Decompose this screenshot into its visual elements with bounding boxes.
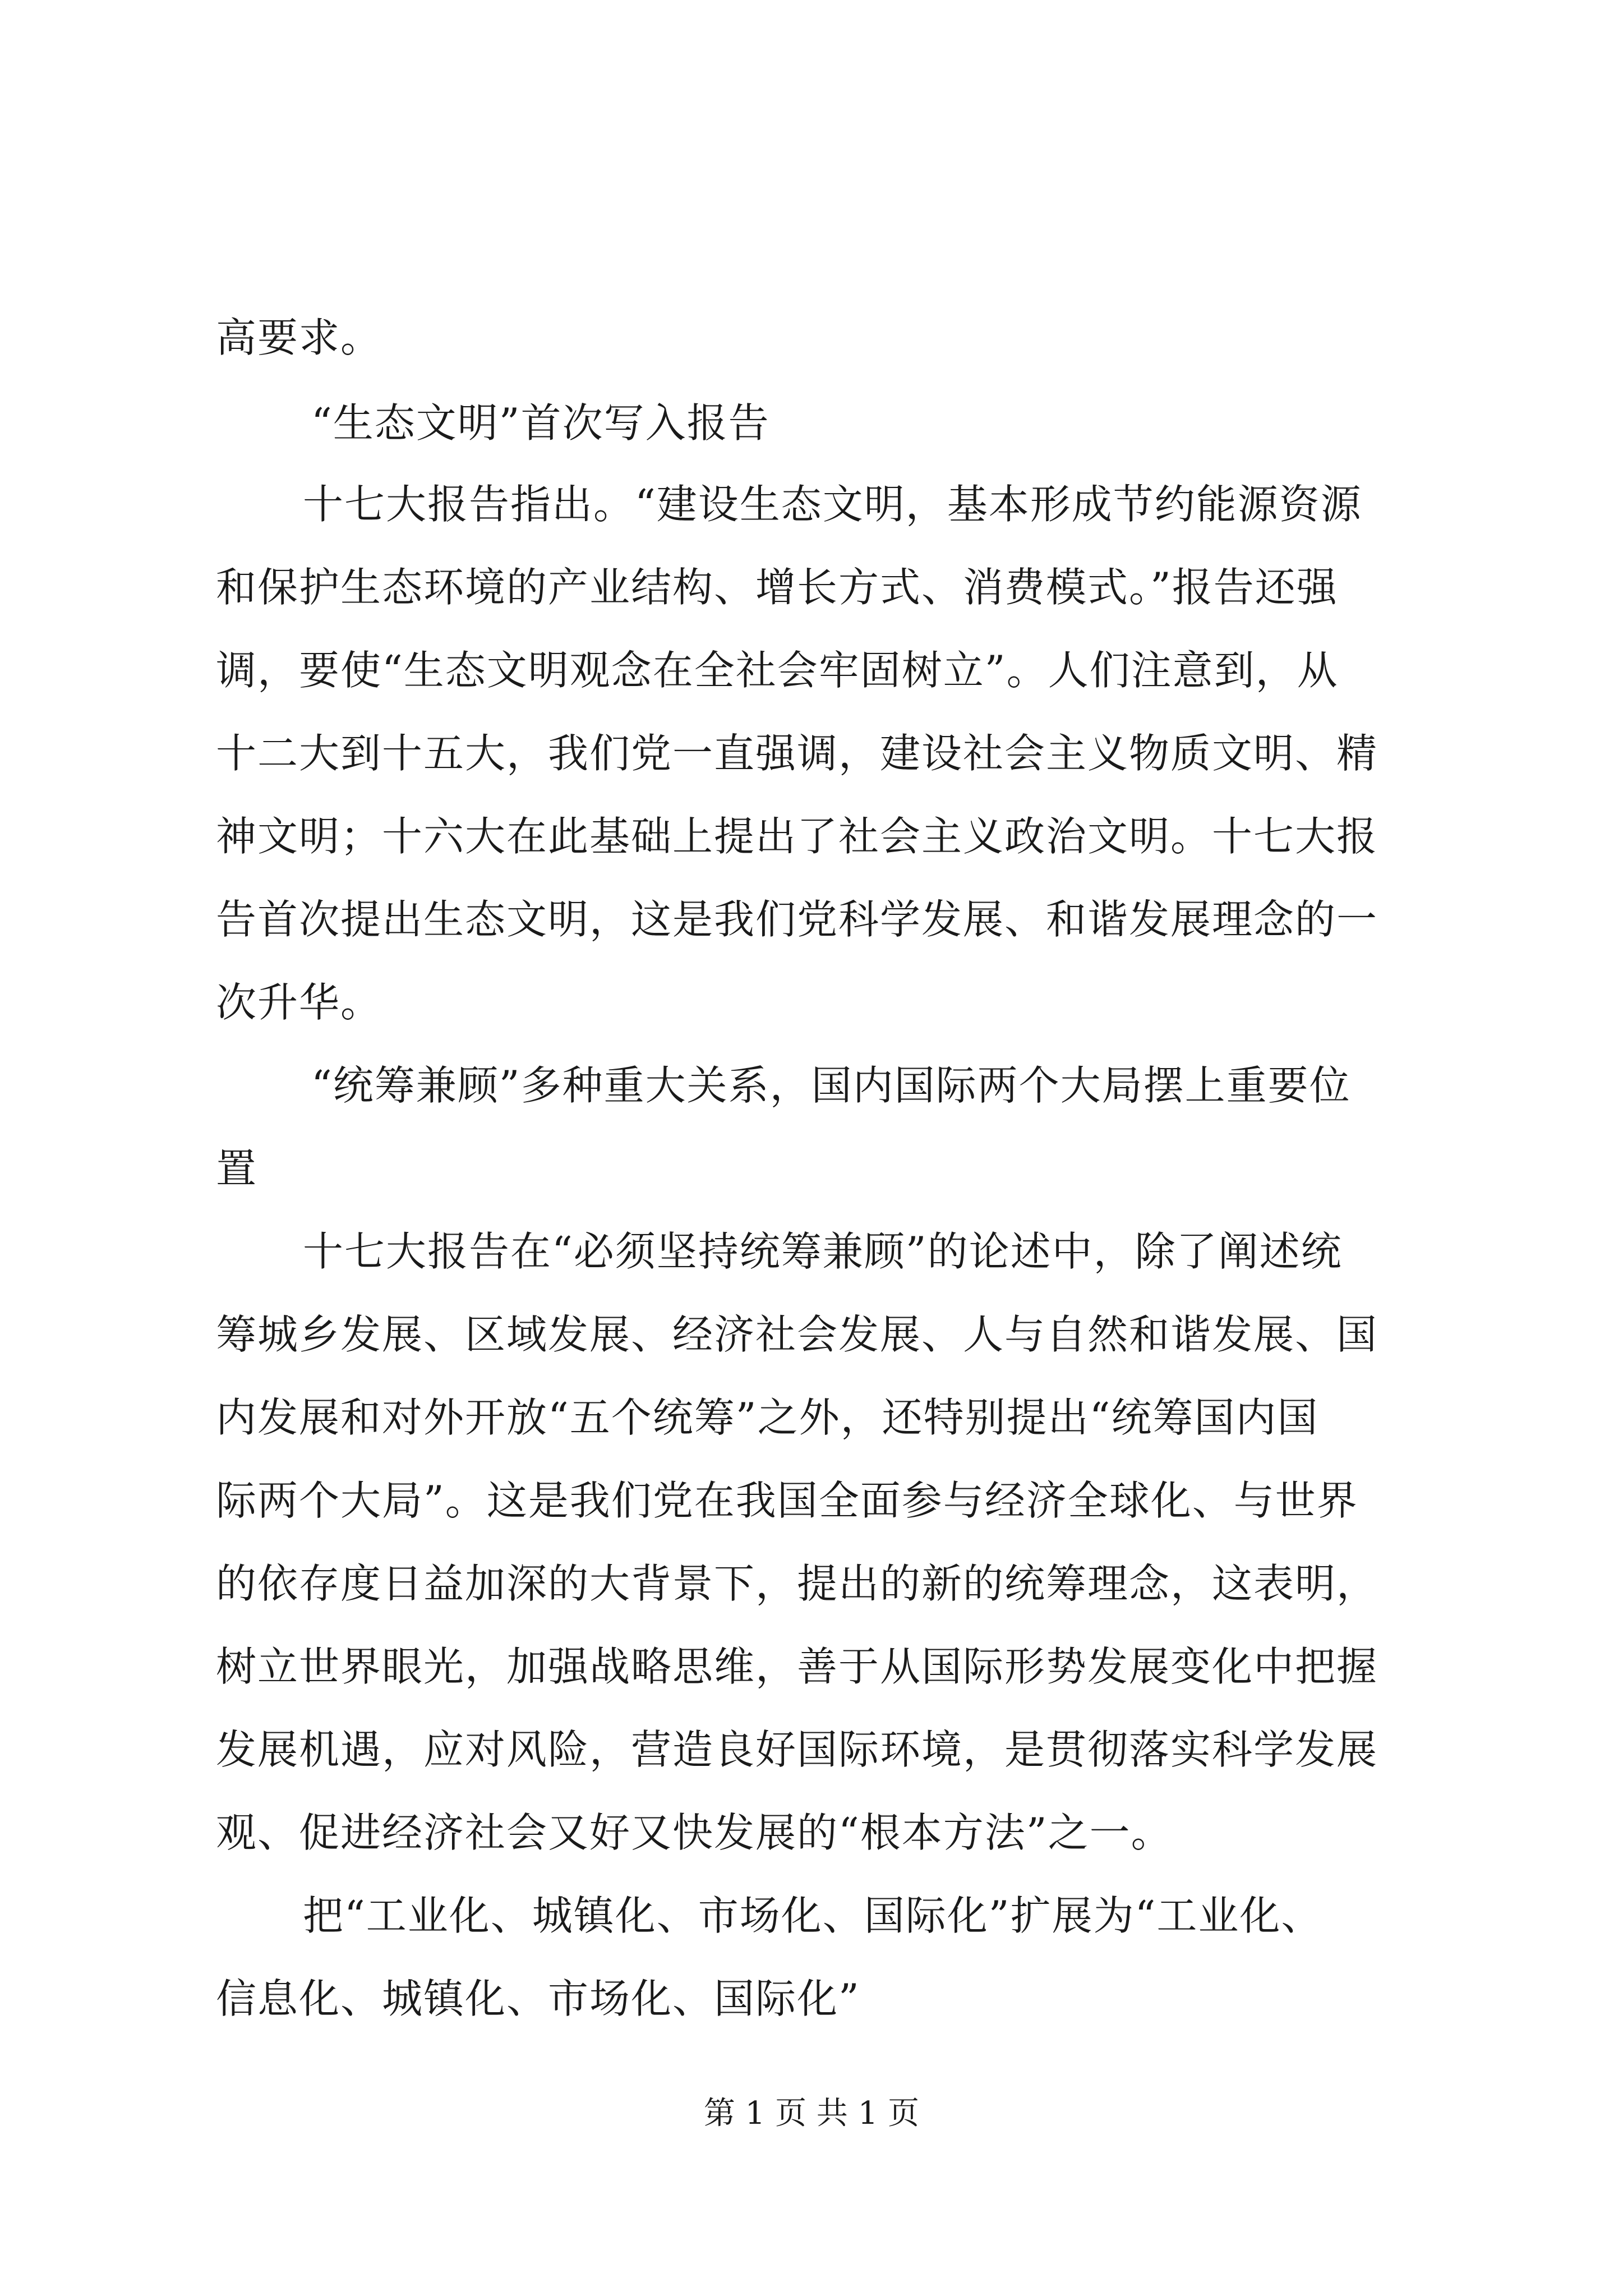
text-line: 次升华。 — [216, 979, 382, 1026]
text-line: 十七大报告在“必须坚持统筹兼顾”的论述中，除了阐述统 — [303, 1228, 1343, 1275]
text-line: 神文明；十六大在此基础上提出了社会主义政治文明。十七大报 — [216, 813, 1378, 860]
text-line: 和保护生态环境的产业结构、增长方式、消费模式。”报告还强 — [216, 564, 1338, 611]
text-line: 内发展和对外开放“五个统筹”之外，还特别提出“统筹国内国 — [216, 1394, 1319, 1441]
text-line: 筹城乡发展、区域发展、经济社会发展、人与自然和谐发展、国 — [216, 1311, 1378, 1358]
text-line: 十七大报告指出。“建设生态文明，基本形成节约能源资源 — [303, 481, 1362, 528]
page-footer: 第 1 页 共 1 页 — [703, 2095, 920, 2132]
text-line: 树立世界眼光，加强战略思维，善于从国际形势发展变化中把握 — [216, 1643, 1378, 1690]
section-heading: “统筹兼顾”多种重大关系，国内国际两个大局摆上重要位 — [311, 1062, 1351, 1109]
text-line: 十二大到十五大，我们党一直强调，建设社会主义物质文明、精 — [216, 730, 1378, 777]
text-line: 告首次提出生态文明，这是我们党科学发展、和谐发展理念的一 — [216, 896, 1378, 943]
text-line: 际两个大局”。这是我们党在我国全面参与经济全球化、与世界 — [216, 1477, 1358, 1524]
text-line: 置 — [216, 1145, 258, 1192]
text-line: 高要求。 — [216, 314, 382, 361]
text-line: 调，要使“生态文明观念在全社会牢固树立”。人们注意到，从 — [216, 647, 1339, 694]
section-heading: 信息化、城镇化、市场化、国际化” — [216, 1975, 860, 2022]
section-heading: 把“工业化、城镇化、市场化、国际化”扩展为“工业化、 — [303, 1892, 1323, 1939]
section-heading: “生态文明”首次写入报告 — [311, 399, 770, 447]
text-line: 的依存度日益加深的大背景下，提出的新的统筹理念，这表明， — [216, 1560, 1378, 1607]
text-line: 观、促进经济社会又好又快发展的“根本方法”之一。 — [216, 1809, 1173, 1856]
text-line: 发展机遇，应对风险，营造良好国际环境，是贯彻落实科学发展 — [216, 1726, 1378, 1773]
